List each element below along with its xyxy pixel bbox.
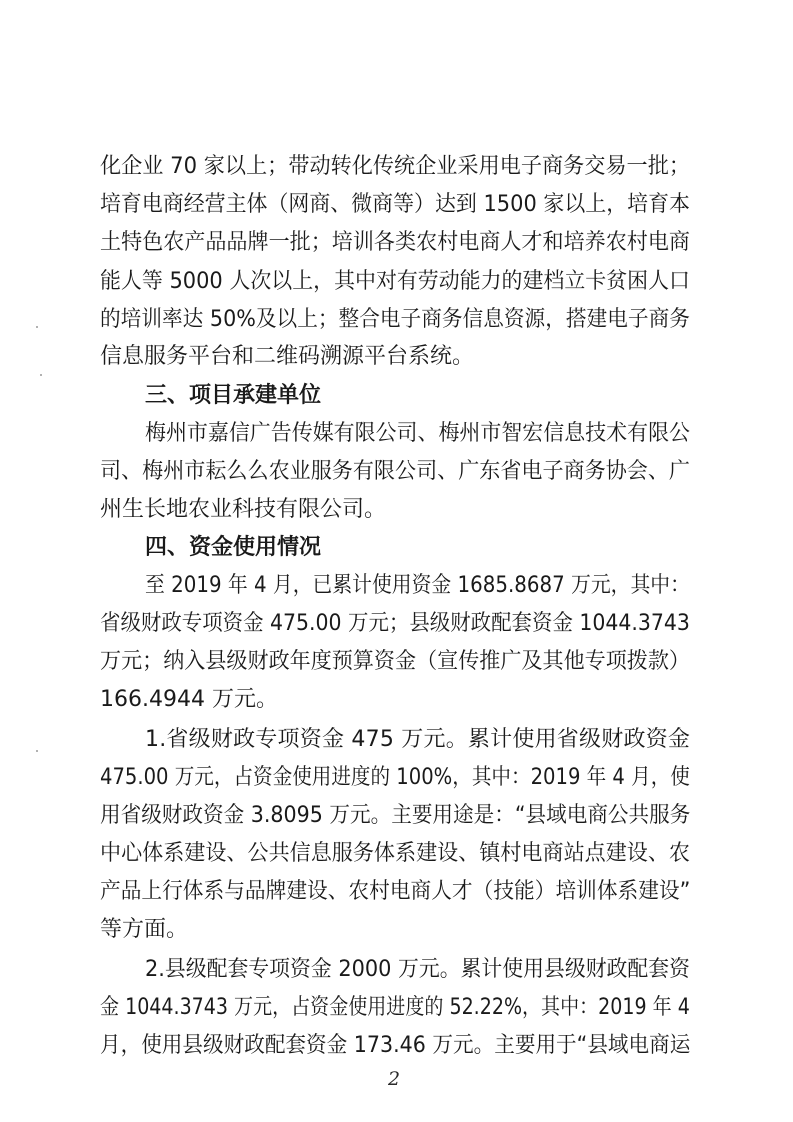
- text-line: 产品上行体系与品牌建设、农村电商人才（技能）培训体系建设”: [100, 879, 691, 904]
- text-line: 用省级财政资金 3.8095 万元。主要用途是：“县域电商公共服务: [100, 803, 691, 828]
- text-line: 能人等 5000 人次以上，其中对有劳动能力的建档立卡贫困人口: [100, 269, 690, 294]
- text-line: 土特色农产品品牌一批；培训各类农村电商人才和培养农村电商: [100, 230, 691, 255]
- text-line: 司、梅州市耘么么农业服务有限公司、广东省电子商务协会、广: [100, 459, 691, 484]
- text-line: 至 2019 年 4 月，已累计使用资金 1685.8687 万元，其中：: [145, 573, 690, 598]
- text-line: 省级财政专项资金 475.00 万元；县级财政配套资金 1044.3743: [100, 611, 690, 636]
- scan-speck: [36, 326, 38, 328]
- scan-speck: [40, 374, 42, 376]
- section-heading: 三、项目承建单位: [145, 383, 322, 408]
- text-line: 的培训率达 50%及以上；整合电子商务信息资源，搭建电子商务: [100, 307, 690, 332]
- text-line: 化企业 70 家以上；带动转化传统企业采用电子商务交易一批；: [100, 154, 690, 179]
- page-number: 2: [388, 1068, 401, 1090]
- text-line: 培育电商经营主体（网商、微商等）达到 1500 家以上，培育本: [100, 192, 690, 217]
- text-line: 金 1044.3743 万元，占资金使用进度的 52.22%，其中：2019 年 4: [100, 995, 690, 1020]
- text-line: 月，使用县级财政配套资金 173.46 万元。主要用于“县域电商运: [100, 1033, 691, 1058]
- text-line: 州生长地农业科技有限公司。: [100, 497, 387, 522]
- text-line: 信息服务平台和二维码溯源平台系统。: [100, 344, 475, 369]
- text-line: 万元；纳入县级财政年度预算资金（宣传推广及其他专项拨款）: [100, 649, 691, 674]
- text-line: 1.省级财政专项资金 475 万元。累计使用省级财政资金: [145, 727, 691, 752]
- text-line: 等方面。: [100, 917, 189, 942]
- text-line: 中心体系建设、公共信息服务体系建设、镇村电商站点建设、农: [100, 841, 691, 866]
- text-line: 475.00 万元，占资金使用进度的 100%，其中：2019 年 4 月，使: [100, 765, 690, 790]
- text-line: 2.县级配套专项资金 2000 万元。累计使用县级财政配套资: [145, 957, 690, 982]
- section-heading: 四、资金使用情况: [145, 535, 322, 560]
- text-line: 166.4944 万元。: [100, 687, 278, 712]
- scan-speck: [36, 750, 38, 752]
- text-line: 梅州市嘉信广告传媒有限公司、梅州市智宏信息技术有限公: [145, 421, 691, 446]
